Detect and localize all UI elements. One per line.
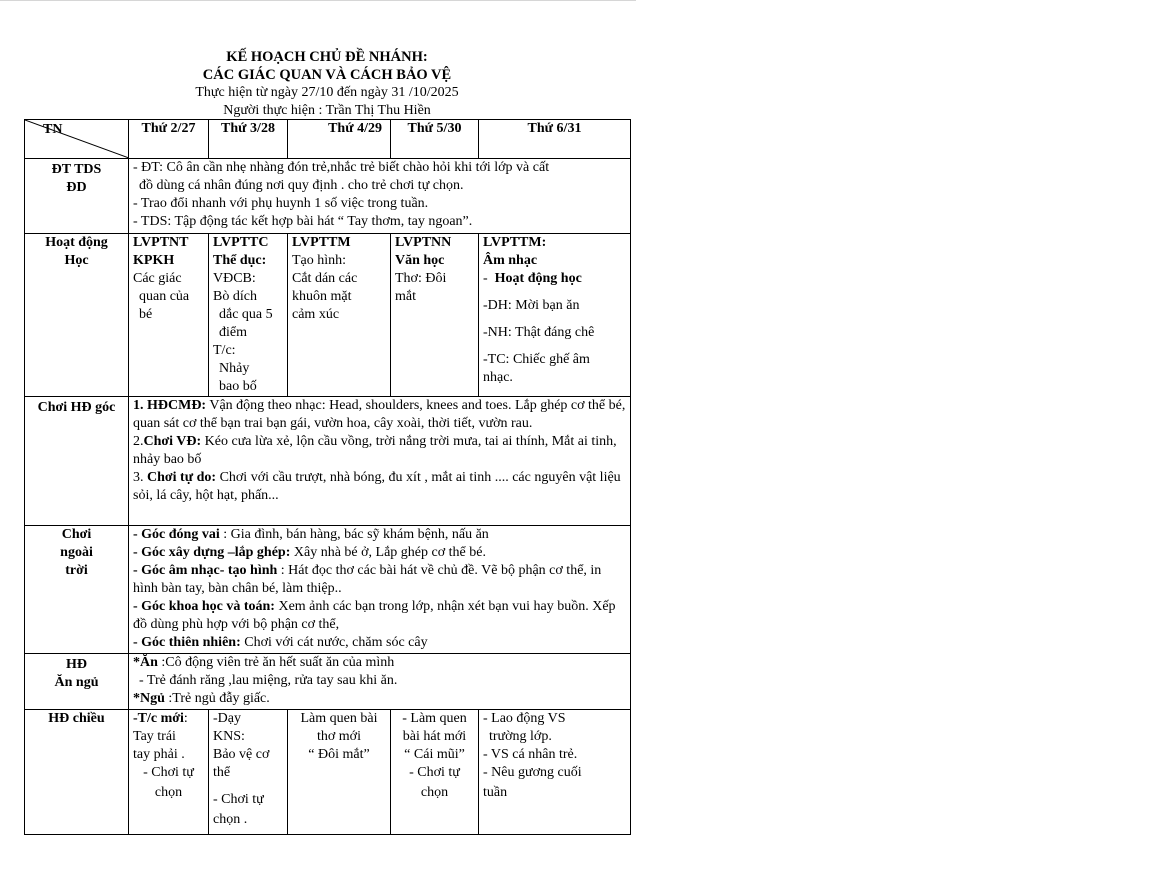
row-outdoor [25,526,631,654]
document-header [24,48,630,120]
row-learning [25,234,631,397]
welcome-content [129,159,631,234]
outdoor-item-1: - Góc đóng vai : Gia đình, bán hàng, bác sỹ khám bệnh, nấu ăn [133,527,489,542]
row-label-meals: HĐ Ăn ngủ [25,654,129,710]
afternoon-tue: -Dạy KNS: Bảo vệ cơ thể - Chơi tự chọn . [209,710,288,835]
corner-play-item-3: 3. Chơi tự do: Chơi với cầu trượt, nhà bóng, đu xít , mắt ai tinh .... các nguyên vật liệu sỏi, lá cây, hột hạt, phấn... [133,470,621,503]
learning-thu: LVPTNN Văn học Thơ: Đôi mắt [391,234,479,397]
row-meals [25,654,631,710]
meals-line-2: - Trẻ đánh răng ,lau miệng, rửa tay sau khi ăn. [139,673,398,688]
author-line: Người thực hiện : Trần Thị Thu Hiền [223,103,431,118]
row-label-outdoor: Chơi ngoài trời [25,526,129,654]
learning-mon: LVPTNT KPKH Các giác quan của bé [129,234,209,397]
title-line-2: CÁC GIÁC QUAN VÀ CÁCH BẢO VỆ [202,67,452,83]
header-row [25,120,631,159]
row-welcome [25,159,631,234]
corner-play-content [129,397,631,526]
afternoon-fri: - Lao động VS trường lớp. - VS cá nhân trẻ. - Nêu gương cuối tuần [479,710,631,835]
title-line-1: KẾ HOẠCH CHỦ ĐỀ NHÁNH: [226,49,428,65]
row-label-corner-play: Chơi HĐ góc [25,397,129,526]
meals-line-3: *Ngủ :Trẻ ngủ đẫy giấc. [133,691,270,706]
row-label-welcome: ĐT TDS ĐD [25,159,129,234]
welcome-line-4: - TDS: Tập động tác kết hợp bài hát “ Tay thơm, tay ngoan”. [133,214,473,229]
day-header-thu: Thứ 5/30 [391,120,479,159]
welcome-line-1: - ĐT: Cô ân cần nhẹ nhàng đón trẻ,nhắc trẻ biết chào hỏi khi tới lớp và cất [133,160,550,175]
day-header-mon: Thứ 2/27 [129,120,209,159]
corner-cell [25,120,129,159]
page-top-rule [0,0,636,1]
learning-fri: LVPTTM: Âm nhạc - Hoạt động học -DH: Mời bạn ăn -NH: Thật đáng chê -TC: Chiếc ghế âm nhạc. [479,234,631,397]
outdoor-item-5: - Góc thiên nhiên: Chơi với cát nước, chăm sóc cây [133,635,428,650]
learning-wed: LVPTTM Tạo hình: Cắt dán các khuôn mặt cảm xúc [288,234,391,397]
outdoor-item-3: - Góc âm nhạc- tạo hình : Hát đọc thơ các bài hát về chủ đề. Vẽ bộ phận cơ thể, in hình bàn tay, bàn chân bé, làm thiệp.. [133,563,602,596]
afternoon-thu: - Làm quen bài hát mới “ Cái mũi” - Chơi tự chọn [391,710,479,835]
corner-label: TN [43,122,63,137]
row-label-afternoon: HĐ chiều [25,710,129,835]
welcome-line-2: đồ dùng cá nhân đúng nơi quy định . cho trẻ chơi tự chọn. [139,178,464,193]
day-header-tue: Thứ 3/28 [209,120,288,159]
meals-content [129,654,631,710]
row-corner-play [25,397,631,526]
date-range: Thực hiện từ ngày 27/10 đến ngày 31 /10/2025 [195,85,459,100]
day-header-wed: Thứ 4/29 [288,120,391,159]
learning-tue: LVPTTC Thể dục: VĐCB: Bò dích dắc qua 5 điểm T/c: Nhảy bao bố [209,234,288,397]
diagonal-line [25,120,129,158]
weekly-plan-table [24,119,631,835]
day-header-fri: Thứ 6/31 [479,120,631,159]
meals-line-1: *Ăn :Cô động viên trẻ ăn hết suất ăn của mình [133,655,395,670]
row-label-learning: Hoạt động Học [25,234,129,397]
row-afternoon [25,710,631,835]
corner-play-item-2: 2.Chơi VĐ: Kéo cưa lừa xẻ, lộn cầu vồng, trời nắng trời mưa, tai ai thính, Mắt ai tinh, nhảy bao bố [133,434,617,467]
outdoor-content [129,526,631,654]
afternoon-wed: Làm quen bài thơ mới “ Đôi mắt” [288,710,391,835]
outdoor-item-2: - Góc xây dựng –lắp ghép: Xây nhà bé ở, Lắp ghép cơ thể bé. [133,545,486,560]
outdoor-item-4: - Góc khoa học và toán: Xem ảnh các bạn trong lớp, nhận xét bạn vui hay buồn. Xếp đồ dùng phù hợp với bộ phận cơ thể, [133,599,616,632]
corner-play-item-1: 1. HĐCMĐ: Vận động theo nhạc: Head, shoulders, knees and toes. Lắp ghép cơ thể bé, quan sát cơ thể bạn trai bạn gái, vườn hoa, cây xoài, thời tiết, vườn rau. [133,398,626,431]
welcome-line-3: - Trao đổi nhanh với phụ huynh 1 số việc trong tuần. [133,196,429,211]
afternoon-mon: -T/c mới: Tay trái tay phải . - Chơi tự chọn [129,710,209,835]
